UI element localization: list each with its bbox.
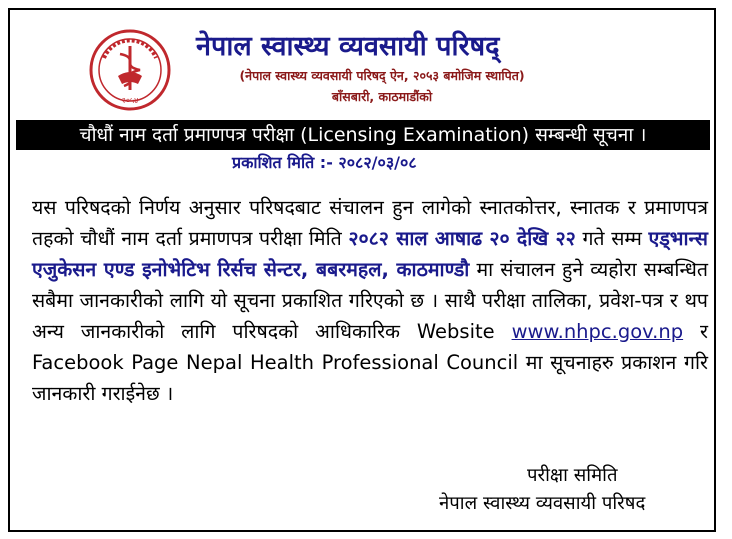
exam-venue: एड्भान्स एजुकेसन एण्ड इनोभेटिभ रिर्सच सेन्टर, बबरमहल, काठमाण्डौ <box>32 227 708 281</box>
notice-title-banner: चौधौं नाम दर्ता प्रमाणपत्र परीक्षा (Licensing Examination) सम्बन्धी सूचना । <box>16 120 710 150</box>
signature-council: नेपाल स्वास्थ्य व्यवसायी परिषद <box>439 493 646 514</box>
notice-text-1: यस परिषदको निर्णय अनुसार परिषदबाट संचालन हुन लागेको स्नातकोत्तर, स्नातक र प्रमाणपत्र तहको चौधौं नाम दर्ता प्रमाणपत्र परीक्षा मिति <box>32 196 708 250</box>
council-logo <box>88 28 172 112</box>
notice-body <box>32 192 708 409</box>
svg-text:२०५४: २०५४ <box>121 96 139 105</box>
exam-date-range: २०८२ साल आषाढ २० देखि २२ <box>348 227 576 250</box>
notice-text-4: र Facebook Page Nepal Health Professional Council मा सूचनाहरु प्रकाशन गरि जानकारी गराईनेछ । <box>32 320 708 405</box>
notice-text-2: गते सम्म <box>575 227 649 250</box>
signature-committee: परीक्षा समिति <box>527 465 618 486</box>
org-address: बाँसबारी, काठमाडौंको <box>331 89 433 104</box>
published-date: प्रकाशित मिति :- २०८२/०३/०८ <box>232 153 417 172</box>
website-link[interactable]: www.nhpc.gov.np <box>511 320 684 343</box>
org-subtitle: (नेपाल स्वास्थ्य व्यवसायी परिषद् ऐन, २०५३ बमोजिम स्थापित) <box>239 68 525 83</box>
org-name: नेपाल स्वास्थ्य व्यवसायी परिषद् <box>196 31 500 62</box>
notice-text-3: मा संचालन हुने व्यहोरा सम्बन्धित सबैमा जानकारीको लागि यो सूचना प्रकाशित गरिएको छ । साथै परीक्षा तालिका, प्रवेश-पत्र र थप अन्य जानकारीको लागि परिषदको आधिकारिक Website <box>32 258 708 343</box>
